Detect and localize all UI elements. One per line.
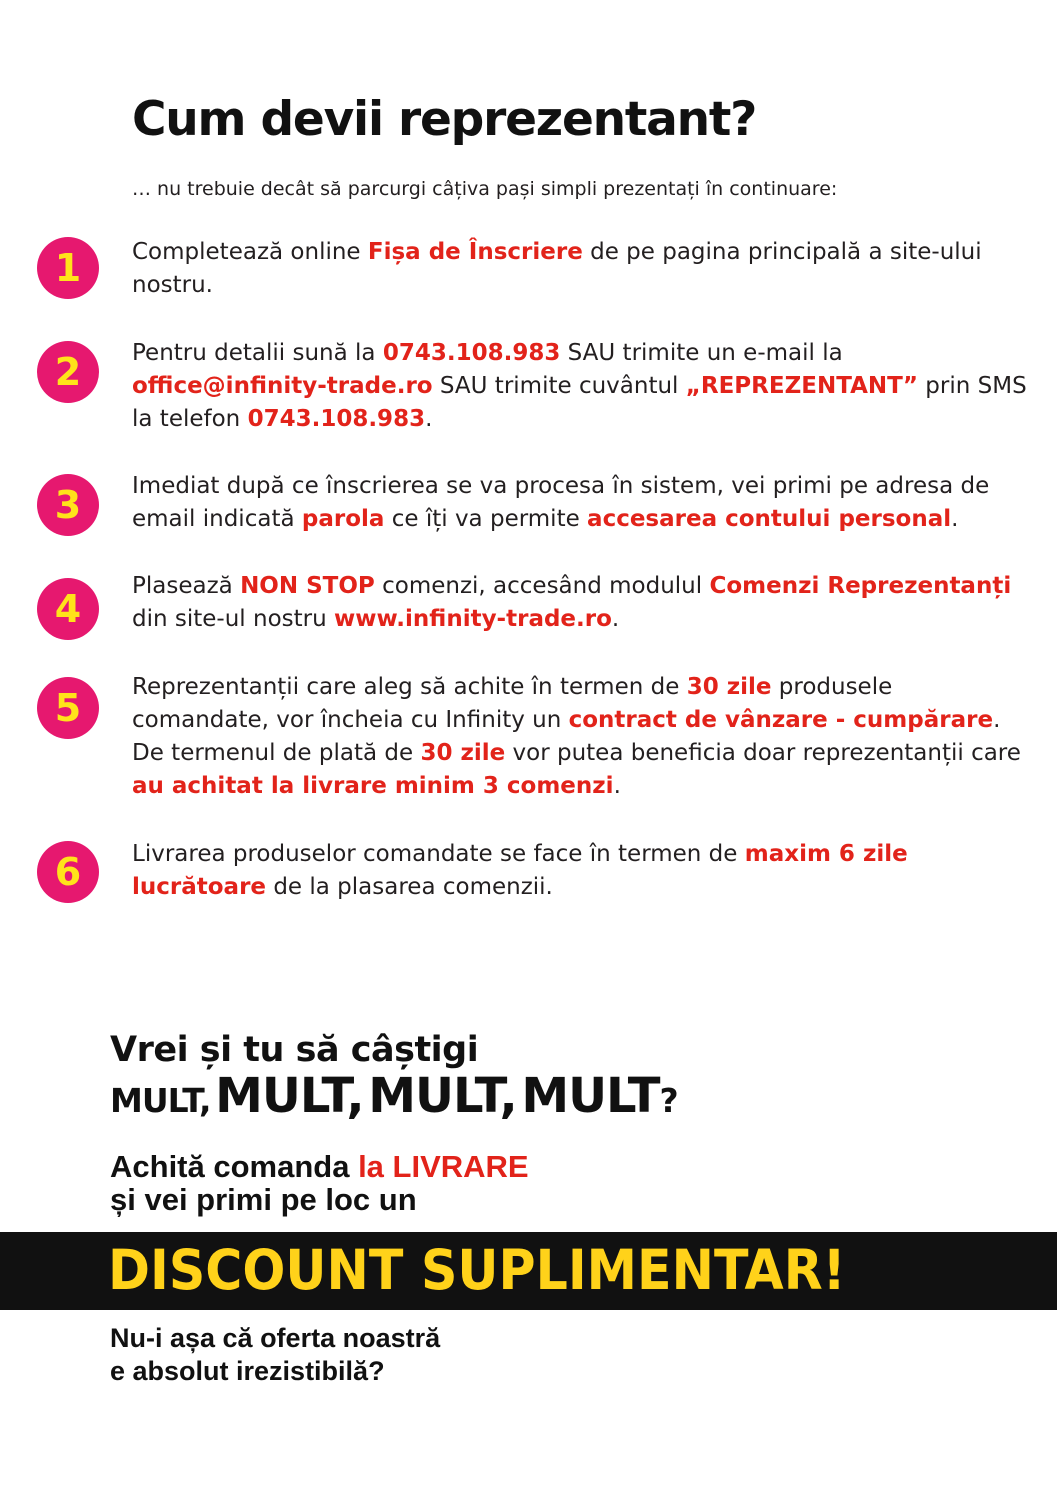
highlighted-text: NON STOP: [240, 573, 375, 599]
step-text-segment: comenzi, accesând modulul: [374, 573, 710, 599]
highlighted-text: www.infinity-trade.ro: [334, 606, 612, 632]
highlighted-text: 30 zile: [420, 740, 506, 766]
highlighted-text: maxim 6 zile lucrătoare: [132, 841, 908, 900]
page-title: Cum devii reprezentant?: [132, 92, 757, 147]
step-text: [132, 838, 932, 904]
promo-mult-line: [110, 1068, 678, 1124]
step-number-badge: 4: [37, 578, 99, 640]
pay-line-2: și vei primi pe loc un: [110, 1182, 417, 1217]
step-text-segment: de la plasarea comenzii.: [266, 874, 553, 900]
highlighted-text: 0743.108.983: [382, 340, 561, 366]
highlighted-text: 0743.108.983: [247, 406, 426, 432]
intro-text: … nu trebuie decât să parcurgi câțiva pași simpli prezentați în continuare:: [132, 178, 838, 200]
highlighted-text: 30 zile: [686, 674, 772, 700]
step-text-segment: SAU trimite un e-mail la: [560, 340, 843, 366]
step-number-badge: 1: [37, 237, 99, 299]
highlighted-text: parola: [301, 506, 385, 532]
step-text: [132, 570, 1032, 636]
step-text-segment: de pe pagina principală a site-ului nostru.: [132, 239, 982, 298]
closing-text: [110, 1322, 440, 1388]
step-text-segment: Pentru detalii sună la: [132, 340, 383, 366]
step-text-segment: prin SMS la telefon: [132, 373, 1027, 432]
pay-prefix: Achită comanda: [110, 1149, 359, 1184]
step-text-segment: vor putea beneficia doar reprezentanții care: [505, 740, 1021, 766]
step-text-segment: .: [613, 773, 621, 799]
step-text: [132, 671, 1032, 803]
mult-word: MULT,: [368, 1068, 517, 1124]
pay-on-delivery-text: [110, 1150, 529, 1216]
step-text-segment: Imediat după ce înscrierea se va procesa în sistem, vei primi pe adresa de email indicată: [132, 473, 990, 532]
closing-line-2: e absolut irezistibilă?: [110, 1356, 385, 1386]
highlighted-text: Fișa de Înscriere: [367, 239, 583, 265]
step-text: [132, 337, 1032, 436]
step-number-badge: 6: [37, 841, 99, 903]
step-text-segment: Reprezentanții care aleg să achite în termen de: [132, 674, 687, 700]
step-text-segment: Plasează: [132, 573, 241, 599]
closing-line-1: Nu-i așa că oferta noastră: [110, 1323, 441, 1353]
highlighted-text: accesarea contului personal: [587, 506, 952, 532]
step-text: [132, 236, 1032, 302]
pay-line-1: [110, 1150, 529, 1183]
discount-banner: [0, 1232, 1057, 1310]
pay-highlight: la LIVRARE: [358, 1149, 529, 1184]
mult-word: MULT: [521, 1068, 660, 1124]
mult-word: MULT,: [215, 1068, 364, 1124]
step-text-segment: .: [425, 406, 433, 432]
step-text-segment: SAU trimite cuvântul: [432, 373, 686, 399]
step-text-segment: din site-ul nostru: [132, 606, 334, 632]
question-mark: ?: [659, 1081, 678, 1120]
step-text: [132, 470, 1032, 536]
step-text-segment: Livrarea produselor comandate se face în termen de: [132, 841, 745, 867]
highlighted-text: contract de vânzare - cumpărare: [568, 707, 994, 733]
highlighted-text: „REPREZENTANT”: [685, 373, 918, 399]
promo-question: Vrei și tu să câștigi: [110, 1030, 479, 1070]
step-text-segment: .: [951, 506, 959, 532]
highlighted-text: office@infinity-trade.ro: [132, 373, 433, 399]
step-number-badge: 2: [37, 341, 99, 403]
step-text-segment: .: [611, 606, 620, 632]
step-text-segment: Completează online: [132, 239, 368, 265]
highlighted-text: Comenzi Reprezentanți: [709, 573, 1012, 599]
step-number-badge: 3: [37, 474, 99, 536]
discount-banner-text: DISCOUNT SUPLIMENTAR!: [108, 1238, 846, 1302]
step-text-segment: . De termenul de plată de: [132, 707, 1001, 766]
step-text-segment: ce îți va permite: [384, 506, 588, 532]
mult-word: MULT,: [110, 1081, 211, 1120]
step-text-segment: produsele comandate, vor încheia cu Infinity un: [132, 674, 893, 733]
step-number-badge: 5: [37, 677, 99, 739]
highlighted-text: au achitat la livrare minim 3 comenzi: [132, 773, 614, 799]
